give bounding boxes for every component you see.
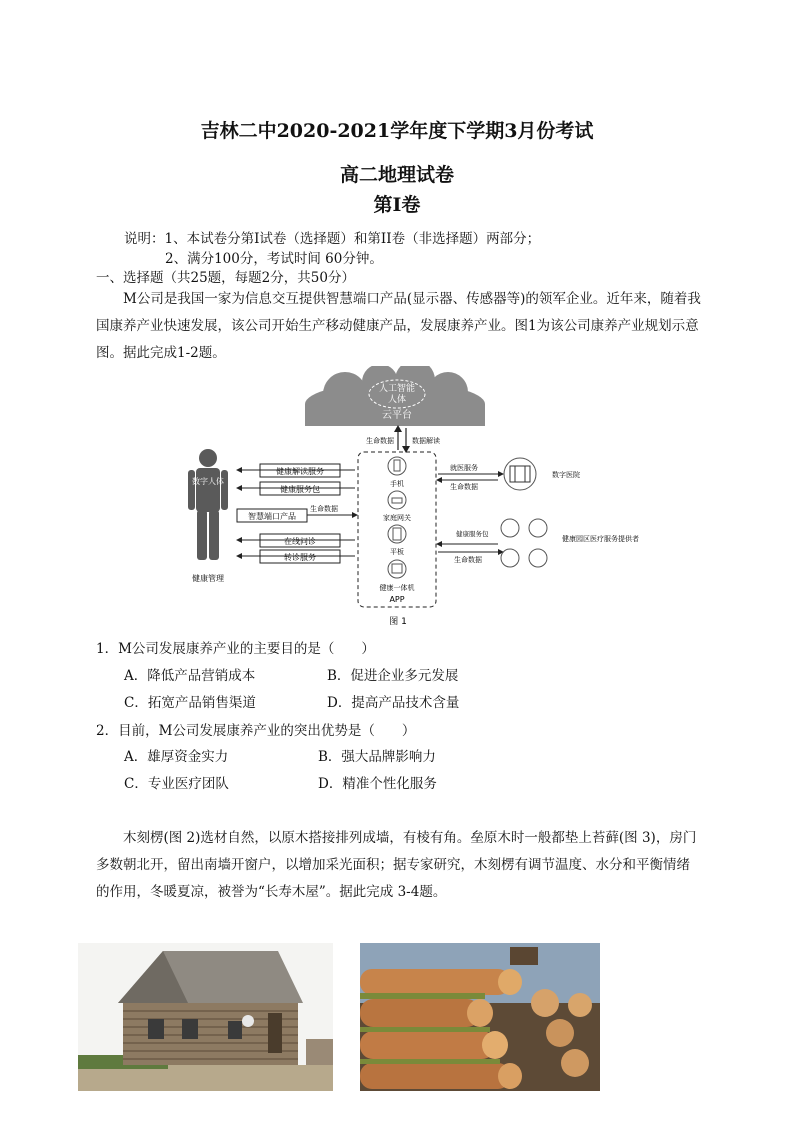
left-box-2: 健康服务包 (280, 485, 320, 494)
exam-subtitle: 高二地理试卷 (339, 164, 454, 186)
figure-2-log-cabin-photo (78, 943, 333, 1091)
section-heading: 一、选择题（共25题，每题2分，共50分） (96, 270, 355, 286)
note-line-2: 2、满分100分，考试时间 60分钟。 (165, 251, 383, 267)
human-figure (188, 449, 228, 560)
device-icons (380, 457, 415, 604)
right-top-label-1: 就医服务 (450, 464, 478, 472)
community-label: 健康园区医疗服务提供者 (562, 535, 639, 543)
figure-1-diagram (180, 366, 640, 631)
hospital-icon (504, 458, 536, 490)
left-arrow-label: 生命数据 (310, 505, 338, 513)
q2-option-d: D．精准个性化服务 (318, 776, 437, 792)
passage-1: M公司是我国一家为信息交互提供智慧端口产品(显示器、传感器等)的领军企业。近年来，随着我国康养产业快速发展，该公司开始生产移动健康产品，发展康养产业。图1为该公司康养产业规划示意图。据此完成1-2题。 (96, 291, 701, 361)
cloud-text-1: 人工智能 (378, 384, 416, 394)
figure-3-logs-moss-photo (360, 943, 600, 1091)
q2-option-a: A．雄厚资金实力 (124, 749, 229, 765)
arrow-down-label: 数据解读 (412, 437, 440, 445)
device-4: 健康一体机 (379, 584, 415, 592)
device-1: 手机 (390, 480, 404, 488)
hospital-label: 数字医院 (552, 471, 580, 479)
cloud-text-3: 云平台 (382, 410, 412, 421)
app-label: APP (389, 595, 405, 604)
q2-option-c: C．专业医疗团队 (124, 776, 229, 792)
q1-option-c: C．拓宽产品销售渠道 (124, 695, 256, 711)
human-label: 数字人体 (192, 477, 224, 486)
exam-title: 吉林二中2020-2021学年度下学期3月份考试 (200, 120, 594, 142)
passage-2: 木刻楞(图 2)选材自然，以原木搭接排列成墙，有棱有角。垒原木时一般都垫上苔藓(图 3)，房门多数朝北开，留出南墙开窗户，以增加采光面积；据专家研究，木刻楞有调节温度、水分和平衡情绪的作用，冬暖夏凉，被誉为“长寿木屋”。据此完成 3-4题。 (96, 830, 697, 900)
left-boxes (237, 464, 340, 563)
q1-option-b: B．促进企业多元发展 (327, 668, 459, 684)
right-top-arrows (438, 474, 498, 480)
figure-1-caption: 图 1 (389, 617, 407, 627)
cloud-text-2: 人体 (387, 395, 407, 405)
provider-icons (501, 519, 547, 567)
right-bottom-arrows (438, 544, 498, 552)
device-2: 家庭网关 (383, 514, 411, 522)
left-box-4: 在线问诊 (284, 537, 316, 546)
left-box-1: 健康解读服务 (276, 467, 324, 476)
left-box-3: 智慧端口产品 (248, 512, 296, 521)
cloud-platform (305, 366, 485, 426)
q1-stem: 1．M公司发展康养产业的主要目的是（ ） (96, 641, 375, 657)
right-bottom-label-1: 健康服务包 (456, 530, 489, 538)
q1-option-a: A．降低产品营销成本 (124, 668, 256, 684)
note-line-1: 说明：1、本试卷分第Ⅰ试卷（选择题）和第II卷（非选择题）两部分； (124, 231, 541, 247)
q1-option-d: D．提高产品技术含量 (327, 695, 460, 711)
q2-option-b: B．强大品牌影响力 (318, 749, 436, 765)
arrow-up-label: 生命数据 (366, 437, 394, 445)
q2-stem: 2．目前，M公司发展康养产业的突出优势是（ ） (96, 723, 416, 739)
right-bottom-label-2: 生命数据 (454, 556, 482, 564)
human-caption: 健康管理 (192, 574, 224, 583)
device-3: 平板 (390, 548, 404, 556)
left-box-5: 转诊服务 (284, 553, 316, 562)
right-top-label-2: 生命数据 (450, 483, 478, 491)
volume-label: 第Ⅰ卷 (373, 194, 421, 216)
